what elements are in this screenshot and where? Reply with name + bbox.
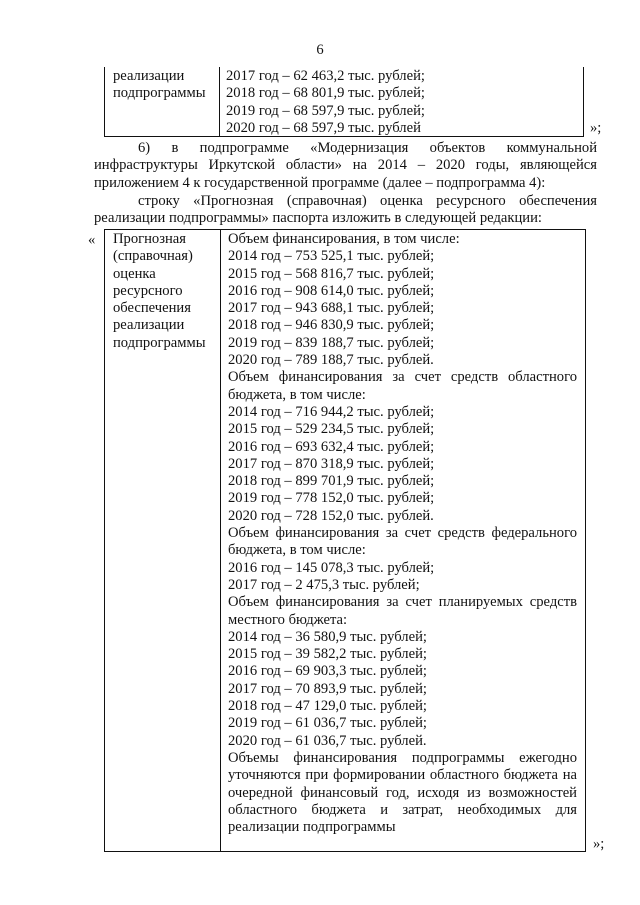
label-line: ресурсного [113,282,183,299]
value-line: 2015 год – 529 234,5 тыс. рублей; [228,421,435,438]
value-line: 2018 год – 47 129,0 тыс. рублей; [228,698,427,715]
top-table [104,67,584,137]
main-table [104,229,586,852]
value-line: 2016 год – 693 632,4 тыс. рублей; [228,438,435,455]
value-line: 2018 год – 68 801,9 тыс. рублей; [226,85,425,102]
value-line: Объемы финансирования подпрограммы ежегодно [228,749,577,766]
value-line: 2017 год – 2 475,3 тыс. рублей; [228,576,420,593]
value-line: 2018 год – 899 701,9 тыс. рублей; [228,473,435,490]
label-line: оценка [113,265,156,282]
paragraph-line: 6) в подпрограмме «Модернизация объектов коммунальной [138,140,597,156]
value-line: бюджета, в том числе: [228,386,366,403]
main-table-closing-quote: »; [593,836,605,852]
label-line: обеспечения [113,300,191,317]
value-line: Объем финансирования за счет средств федерального [228,525,577,542]
label-line: реализации [113,317,185,334]
value-line: 2018 год – 946 830,9 тыс. рублей; [228,317,435,334]
value-line: 2019 год – 778 152,0 тыс. рублей; [228,490,435,507]
value-line: 2017 год – 70 893,9 тыс. рублей; [228,680,427,697]
value-line: 2017 год – 62 463,2 тыс. рублей; [226,68,425,84]
value-line: 2019 год – 68 597,9 тыс. рублей; [226,102,425,119]
value-line: Объем финансирования, в том числе: [228,231,460,247]
main-table-value-cell [222,230,585,836]
top-table-value-cell [221,67,583,137]
label-line: (справочная) [113,248,193,265]
value-line: 2015 год – 568 816,7 тыс. рублей; [228,265,435,282]
value-line: 2019 год – 839 188,7 тыс. рублей; [228,334,435,351]
instruction-paragraph [94,193,597,228]
value-line: Объем финансирования за счет планируемых средств [228,594,577,611]
value-line: 2015 год – 39 582,2 тыс. рублей; [228,646,427,663]
value-line: 2019 год – 61 036,7 тыс. рублей; [228,715,427,732]
value-line: бюджета, в том числе: [228,542,366,559]
top-table-closing-quote: »; [590,120,602,136]
item-b-paragraph [94,140,597,192]
label-line: Прогнозная [113,231,186,247]
value-line: 2016 год – 908 614,0 тыс. рублей; [228,282,435,299]
value-line: 2020 год – 61 036,7 тыс. рублей. [228,732,427,749]
value-line: местного бюджета: [228,611,348,628]
value-line: Объем финансирования за счет средств областного [228,369,577,386]
top-table-label-cell [105,67,220,136]
value-line: 2020 год – 789 188,7 тыс. рублей. [228,352,434,369]
paragraph-line: строку «Прогнозная (справочная) оценка ресурсного обеспечения [138,193,597,209]
value-line: областного бюджета и затрат, необходимых для [228,801,577,818]
value-line: очередной финансовый год, исходя из возможностей [228,784,577,801]
main-table-label-cell [105,230,221,851]
main-table-opening-quote: « [88,232,96,248]
value-line: реализации подпрограммы [228,819,396,836]
value-line: 2020 год – 728 152,0 тыс. рублей. [228,507,434,524]
value-line: 2020 год – 68 597,9 тыс. рублей [226,119,421,136]
value-line: 2016 год – 145 078,3 тыс. рублей; [228,559,435,576]
label-line: подпрограммы [113,85,206,102]
label-line: подпрограммы [113,334,206,351]
label-line: реализации [113,68,185,84]
value-line: 2014 год – 36 580,9 тыс. рублей; [228,628,427,645]
value-line: 2017 год – 870 318,9 тыс. рублей; [228,455,435,472]
value-line: 2014 год – 716 944,2 тыс. рублей; [228,403,435,420]
paragraph-line: инфраструктуры Иркутской области» на 2014 – 2020 годы, являющейся [94,157,597,174]
paragraph-line: приложением 4 к государственной программе (далее – подпрограмма 4): [94,174,546,191]
value-line: уточняются при формировании областного бюджета на [228,767,577,784]
paragraph-line: реализации подпрограммы» паспорта изложить в следующей редакции: [94,210,542,227]
value-line: 2016 год – 69 903,3 тыс. рублей; [228,663,427,680]
value-line: 2014 год – 753 525,1 тыс. рублей; [228,248,435,265]
page-number: 6 [316,42,324,58]
value-line: 2017 год – 943 688,1 тыс. рублей; [228,300,435,317]
